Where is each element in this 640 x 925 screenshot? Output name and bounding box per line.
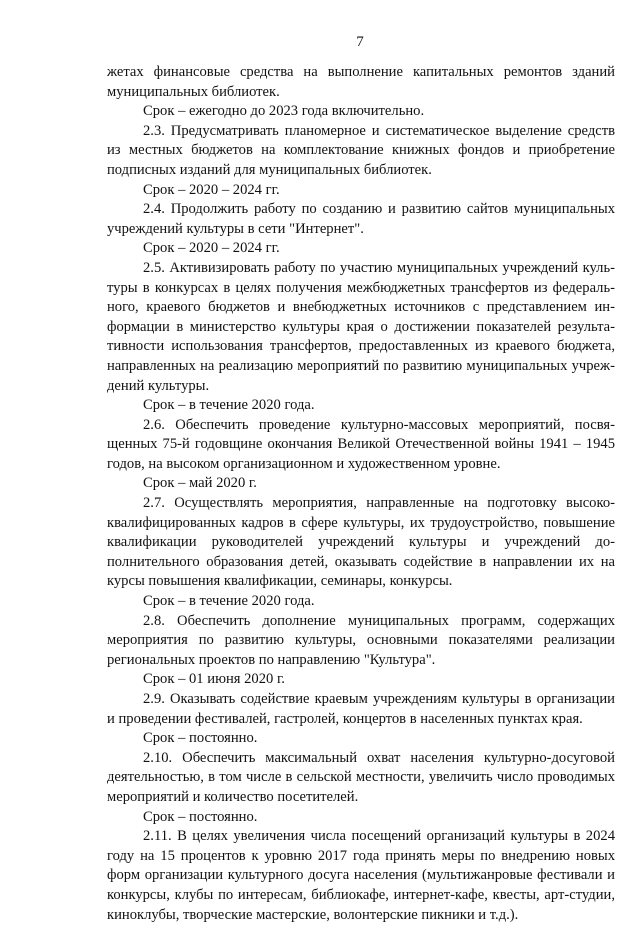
item-2-11: 2.11. В целях увеличения числа посещений организаций культуры в 2024 году на 15 процентов к уровню 2017 года принять меры по внедрению новых форм организации культурного досуга населения (мультижанровые фестивали и конкурсы, клубы по интересам, библиокафе, интернет-кафе, квесты, арт-студии, киноклубы, творческие мастерские, волонтерские пикники и т.д.). [107,828,615,923]
page-number: 7 [356,34,364,50]
item-2-9: 2.9. Оказывать содействие краевым учреждениям культуры в организации и проведении фестивалей, гастролей, концертов в населенных пунктах края. [107,691,615,727]
deadline-text: Срок – 01 июня 2020 г. [143,671,285,688]
paragraph-continuation: жетах финансовые средства на выполнение капитальных ремонтов зданий муниципальных библиотек. [107,64,615,100]
deadline-text: Срок – постоянно. [143,730,258,747]
deadline-text: Срок – постоянно. [143,808,258,825]
deadline-text: Срок – ежегодно до 2023 года включительно. [143,103,425,120]
deadline-text: Срок – 2020 – 2024 гг. [143,240,280,257]
deadline-text: Срок – в течение 2020 года. [143,593,315,610]
document-body [107,63,615,925]
item-2-6: 2.6. Обеспечить проведение культурно-массовых мероприятий, посвященных 75-й годовщине окончания Великой Отечественной войны 1941 – 1945 годов, на высоком организационном и художественном уровне. [107,416,615,472]
deadline-text: Срок – май 2020 г. [143,475,257,492]
item-2-7: 2.7. Осуществлять мероприятия, направленные на подготовку высококвалифицированных кадров в сфере культуры, их трудоустройство, повышение квалификации руководителей учреждений культуры и учреждений дополнительного образования детей, оказывать содействие в направлении их на курсы повышения квалификации, семинары, конкурсы. [107,495,615,590]
deadline-text: Срок – в течение 2020 года. [143,397,315,414]
item-2-8: 2.8. Обеспечить дополнение муниципальных программ, содержащих мероприятия по развитию культуры, основными показателями реализации региональных проектов по направлению "Культура". [107,612,615,668]
item-2-5: 2.5. Активизировать работу по участию муниципальных учреждений культуры в конкурсах в целях получения межбюджетных трансфертов из федерального, краевого бюджетов и внебюджетных источников с представлением информации в министерство культуры края о достижении показателей результативности использования трансфертов, предоставленных из краевого бюджета, направленных на реализацию мероприятий по развитию муниципальных учреждений культуры. [107,259,615,394]
item-2-4: 2.4. Продолжить работу по созданию и развитию сайтов муниципальных учреждений культуры в сети "Интернет". [107,201,615,237]
item-2-10: 2.10. Обеспечить максимальный охват населения культурно-досуговой деятельностью, в том числе в сельской местности, увеличить число проводимых мероприятий и количество посетителей. [107,749,615,805]
deadline-text: Срок – 2020 – 2024 гг. [143,181,280,198]
item-2-3: 2.3. Предусматривать планомерное и систематическое выделение средств из местных бюджетов на комплектование книжных фондов и приобретение подписных изданий для муниципальных библиотек. [107,122,615,178]
